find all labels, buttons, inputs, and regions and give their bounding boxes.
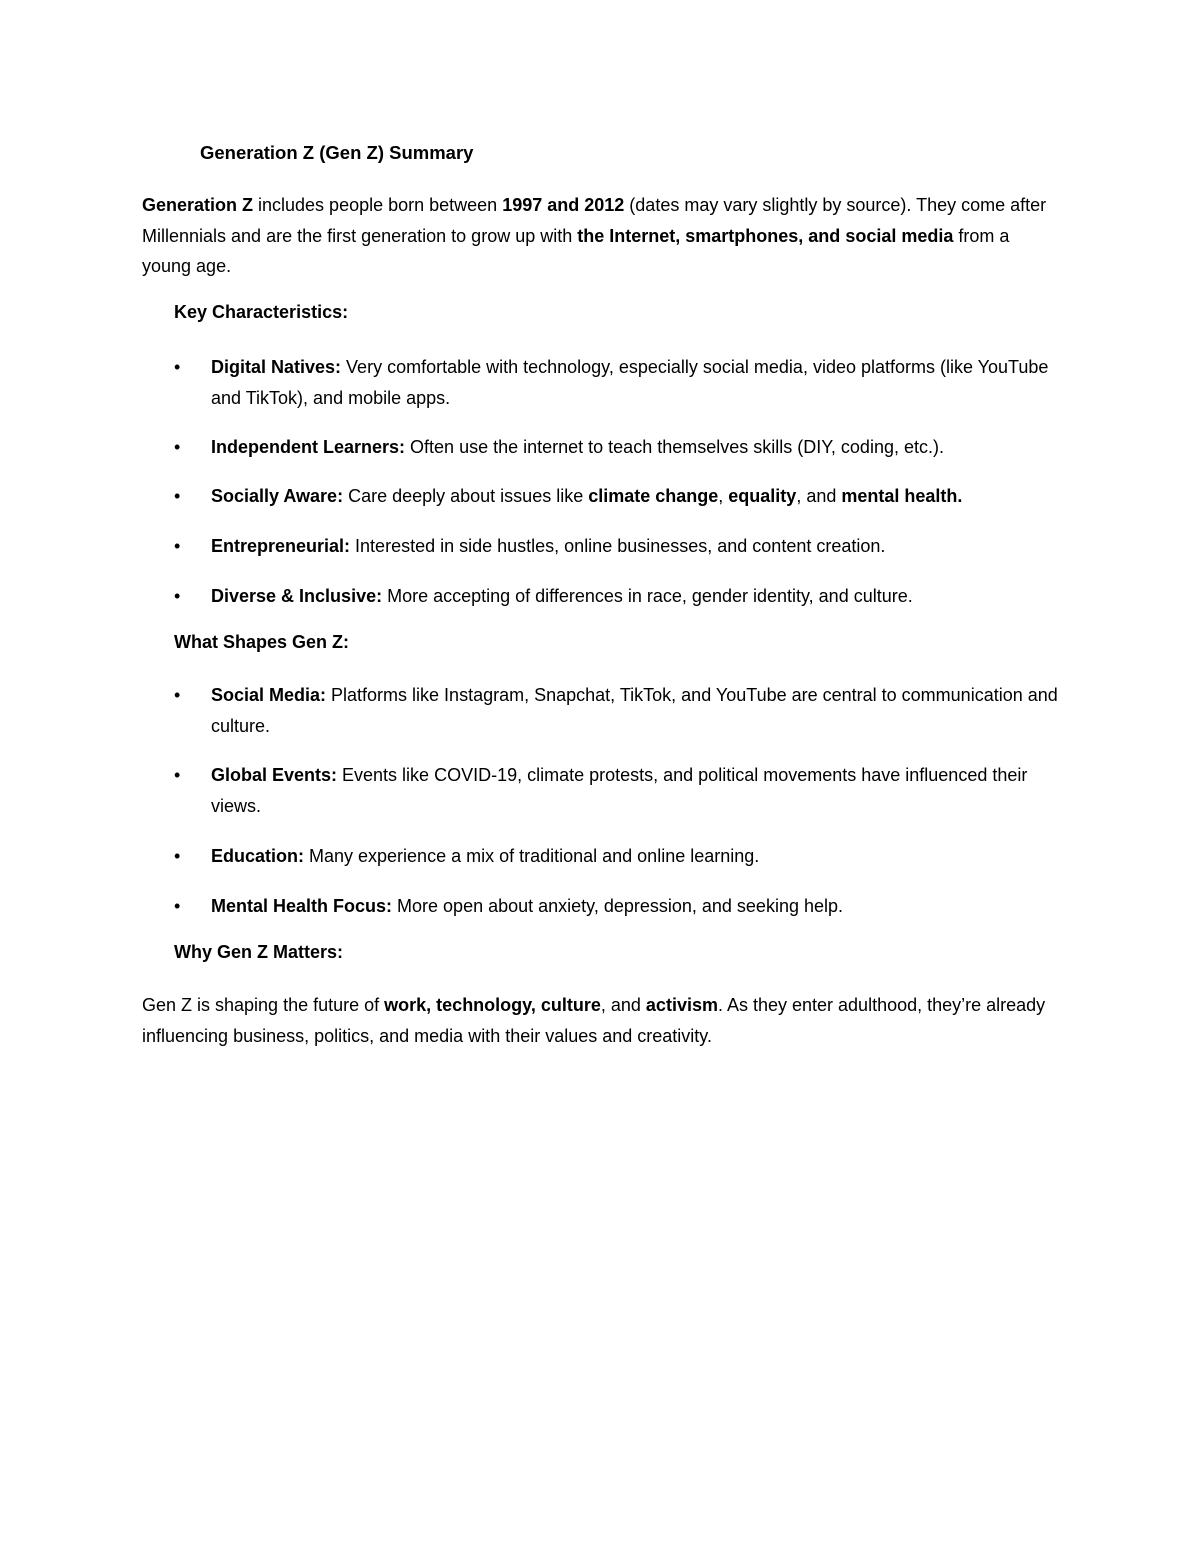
item-text: Events like COVID-19, climate protests, and political movements have influenced their views. [211,765,1028,816]
bullet-icon: • [174,685,181,705]
outro-bold-culture: culture [540,995,601,1015]
item-term: Mental Health Focus: [211,896,393,916]
bullet-icon: • [174,357,181,377]
bullet-icon: • [174,586,181,606]
outro-bold-work: work [384,995,427,1015]
outro-text-2: , and [600,995,646,1015]
item-text: Interested in side hustles, online businesses, and content creation. [350,536,886,556]
item-text: , and [796,486,842,506]
item-term: Social Media: [211,685,327,705]
outro-bold-activism: activism [645,995,718,1015]
list-item [174,432,1071,463]
intro-text-3: from a young age. [142,225,1010,276]
item-term: Digital Natives: [211,357,342,377]
item-text: Platforms like Instagram, Snapchat, TikTok, and YouTube are central to communication and culture. [211,685,1058,736]
list-item [174,481,1071,512]
bullet-icon: • [174,765,181,785]
intro-bold-years: 1997 and 2012 [502,195,625,215]
item-term: Global Events: [211,765,338,785]
item-term: Socially Aware: [211,486,344,506]
item-text: More accepting of differences in race, gender identity, and culture. [382,586,913,606]
key-characteristics-heading: Key Characteristics: [174,302,349,322]
bullet-icon: • [174,896,181,916]
item-term: Independent Learners: [211,437,406,457]
item-text: More open about anxiety, depression, and seeking help. [392,896,843,916]
intro-bold-generation-z: Generation Z [142,195,254,215]
list-item [174,581,1071,612]
intro-bold-comma-1: , [675,225,686,246]
list-item [174,352,1071,413]
list-item [174,680,1071,741]
bullet-icon: • [174,536,181,556]
intro-paragraph [142,190,1062,282]
item-text: . [957,486,963,506]
what-shapes-heading: What Shapes Gen Z: [174,632,350,652]
list-item [174,760,1071,821]
outro-text-3: . As they enter adulthood, they’re already influencing business, politics, and media with their values and creativity. [142,995,1046,1046]
document-title: Generation Z (Gen Z) Summary [200,142,474,163]
item-text: Many experience a mix of traditional and online learning. [304,846,760,866]
bullet-icon: • [174,846,181,866]
intro-text-2: (dates may vary slightly by source). They come after Millennials and are the first generation to grow up with [142,195,1047,246]
list-item [174,841,1071,872]
outro-text-1: Gen Z is shaping the future of [142,995,385,1015]
intro-bold-internet: the Internet [577,225,676,246]
outro-bold-comma-2: , [530,995,541,1015]
item-text: , [718,486,729,506]
outro-bold-comma-1: , [426,995,437,1015]
item-bold-climate-change: climate change [588,486,719,506]
why-gen-z-matters-heading: Why Gen Z Matters: [174,942,344,962]
bullet-icon: • [174,486,181,506]
outro-paragraph [142,990,1062,1051]
bullet-icon: • [174,437,181,457]
outro-bold-technology: technology [436,995,531,1015]
list-item [174,531,1071,562]
intro-bold-social-media: social media [845,225,954,246]
intro-text-1: includes people born between [253,195,503,215]
item-term: Entrepreneurial: [211,536,351,556]
intro-bold-smartphones: smartphones [685,225,799,246]
list-item [174,891,1071,922]
item-text: Very comfortable with technology, especially social media, video platforms (like YouTube and TikTok), and mobile apps. [211,357,1049,408]
intro-bold-and: , and [798,225,846,246]
item-term: Education: [211,846,304,866]
item-text: Often use the internet to teach themselves skills (DIY, coding, etc.). [405,437,944,457]
item-text: Care deeply about issues like [343,486,589,506]
item-bold-mental-health: mental health [841,486,958,506]
item-term: Diverse & Inclusive: [211,586,383,606]
item-bold-equality: equality [728,486,797,506]
